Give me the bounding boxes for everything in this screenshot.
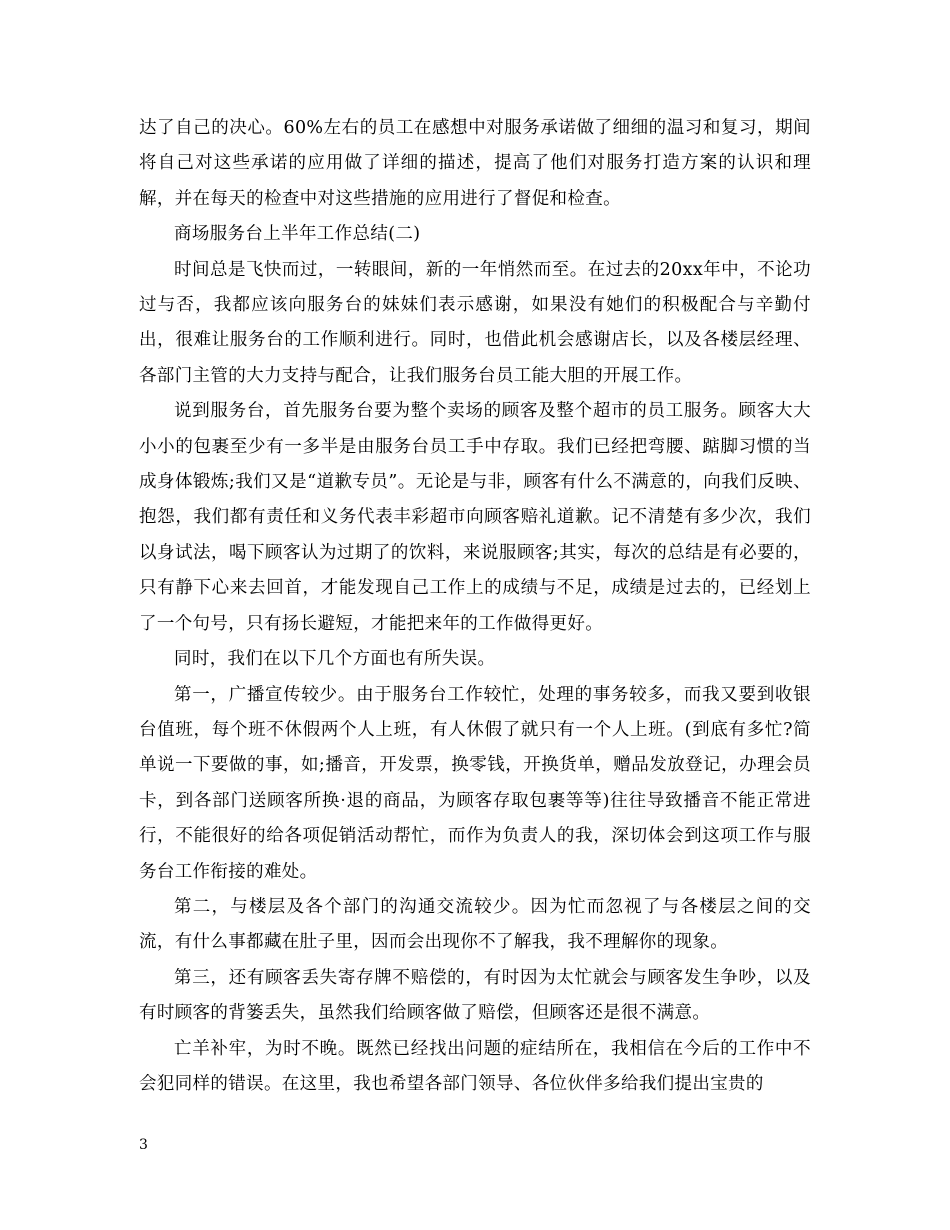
page-number: 3 [139,1137,148,1153]
section-heading: 商场服务台上半年工作总结(二) [174,224,421,245]
paragraph: 说到服务台，首先服务台要为整个卖场的顾客及整个超市的员工服务。顾客大大小小的包裹至少有一多半是由服务台员工手中存取。我们已经把弯腰、踮脚习惯的当成身体锻炼;我们又是“道歉专员”。无论是与非，顾客有什么不满意的，向我们反映、抱怨，我们都有责任和义务代表丰彩超市向顾客赔礼道歉。记不清楚有多少次，我们以身试法，喝下顾客认为过期了的饮料，来说服顾客;其实，每次的总结是有必要的，只有静下心来去回首，才能发现自己工作上的成绩与不足，成绩是过去的，已经划上了一个句号，只有扬长避短，才能把来年的工作做得更好。 [139,401,811,634]
paragraph: 第一，广播宣传较少。由于服务台工作较忙，处理的事务较多，而我又要到收银台值班，每个班不休假两个人上班，有人休假了就只有一个人上班。(到底有多忙?简单说一下要做的事，如;播音，开发票，换零钱，开换货单，赠品发放登记，办理会员卡，到各部门送顾客所换·退的商品，为顾客存取包裹等等)往往导致播音不能正常进行，不能很好的给各项促销活动帮忙，而作为负责人的我，深切体会到这项工作与服务台工作衔接的难处。 [139,684,811,882]
document-body [139,111,811,1102]
paragraph: 同时，我们在以下几个方面也有所失误。 [174,649,496,670]
paragraph-continuation: 达了自己的决心。60%左右的员工在感想中对服务承诺做了细细的温习和复习，期间将自己对这些承诺的应用做了详细的描述，提高了他们对服务打造方案的认识和理解，并在每天的检查中对这些措施的应用进行了督促和检查。 [139,118,811,209]
paragraph: 第二，与楼层及各个部门的沟通交流较少。因为忙而忽视了与各楼层之间的交流，有什么事都藏在肚子里，因而会出现你不了解我，我不理解你的现象。 [139,896,811,953]
paragraph: 亡羊补牢，为时不晚。既然已经找出问题的症结所在，我相信在今后的工作中不会犯同样的错误。在这里，我也希望各部门领导、各位伙伴多给我们提出宝贵的 [139,1038,811,1094]
paragraph: 时间总是飞快而过，一转眼间，新的一年悄然而至。在过去的20xx年中，不论功过与否，我都应该向服务台的妹妹们表示感谢，如果没有她们的积极配合与辛勤付出，很难让服务台的工作顺利进行。同时，也借此机会感谢店长，以及各楼层经理、各部门主管的大力支持与配合，让我们服务台员工能大胆的开展工作。 [139,259,811,386]
paragraph: 第三，还有顾客丢失寄存牌不赔偿的，有时因为太忙就会与顾客发生争吵，以及有时顾客的背篓丢失，虽然我们给顾客做了赔偿，但顾客还是很不满意。 [139,967,811,1024]
